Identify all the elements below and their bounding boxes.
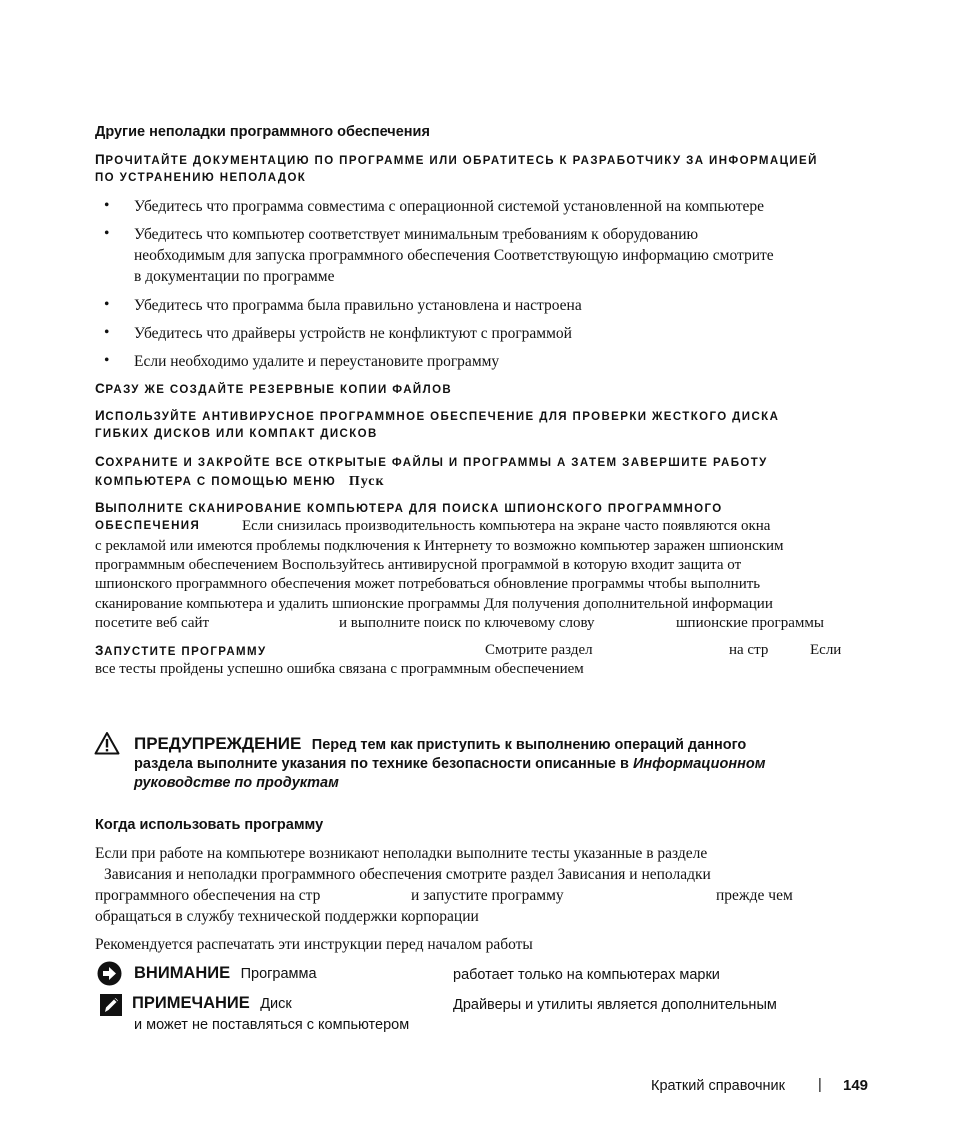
backup-cap: С: [95, 381, 106, 396]
save-files-line2-text: КОМПЬЮТЕРА С ПОМОЩЬЮ МЕНЮ: [95, 476, 337, 488]
scan-line4: программным обеспечением Воспользуйтесь антивирусной программой в которую входит защита от: [95, 557, 742, 573]
when-line3c: прежде чем: [716, 887, 793, 904]
bullet-dot: •: [104, 324, 110, 341]
when-line1: Если при работе на компьютере возникают неполадки выполните тесты указанные в разделе: [95, 845, 708, 862]
attention-text-b: работает только на компьютерах марки: [453, 967, 720, 983]
save-files-heading: [95, 454, 768, 469]
warning-line1-text: Перед тем как приступить к выполнению операций данного: [311, 737, 747, 753]
antivirus-heading: [95, 408, 779, 423]
scan-line7c: шпионские программы: [676, 615, 824, 631]
bullet-dot: •: [104, 296, 110, 313]
save-files-cap: С: [95, 454, 106, 469]
bullet-item-2-line1: Убедитесь что компьютер соответствует минимальным требованиям к оборудованию: [134, 226, 699, 243]
run-program-cap: З: [95, 643, 105, 658]
when-line4: обращаться в службу технической поддержки корпорации: [95, 908, 479, 925]
note-line2: и может не поставляться с компьютером: [134, 1017, 410, 1033]
warning-line2: [134, 756, 765, 772]
start-menu-label: Пуск: [348, 474, 385, 489]
warning-line2-text: раздела выполните указания по технике безопасности описанные в: [134, 756, 633, 772]
bullet-item-2-line3: в документации по программе: [134, 268, 335, 285]
run-program-see: Смотрите раздел: [485, 642, 593, 658]
warning-line1: [134, 734, 746, 754]
bullet-dot: •: [104, 197, 110, 214]
antivirus-line1: СПОЛЬЗУЙТЕ АНТИВИРУСНОЕ ПРОГРАММНОЕ ОБЕСПЕЧЕНИЕ ДЛЯ ПРОВЕРКИ ЖЕСТКОГО ДИСКА: [105, 411, 780, 423]
bullet-dot: •: [104, 225, 110, 242]
note-text-a: Диск: [260, 996, 292, 1012]
bullet-item-1: Убедитесь что программа совместима с операционной системой установленной на компьютере: [134, 198, 765, 215]
warning-triangle-icon: [94, 731, 120, 755]
antivirus-line2: ГИБКИХ ДИСКОВ ИЛИ КОМПАКТ ДИСКОВ: [95, 428, 378, 440]
bullet-item-3: Убедитесь что программа была правильно установлена и настроена: [134, 297, 582, 314]
scan-line7a: посетите веб сайт: [95, 615, 210, 631]
bullet-item-5: Если необходимо удалите и переустановите программу: [134, 353, 500, 370]
read-docs-line2: ПО УСТРАНЕНИЮ НЕПОЛАДОК: [95, 172, 307, 184]
run-program-line2: все тесты пройдены успешно ошибка связана с программным обеспечением: [95, 661, 584, 677]
run-program-heading: [95, 643, 267, 658]
attention-title: ВНИМАНИЕ: [134, 964, 231, 982]
save-files-line2: [95, 474, 385, 490]
scan-line6: сканирование компьютера и удалить шпионские программы Для получения дополнительной информации: [95, 596, 773, 612]
scan-line7b: и выполните поиск по ключевому слову: [339, 615, 595, 631]
warning-line3: руководстве по продуктам: [134, 775, 339, 791]
when-line2: Зависания и неполадки программного обеспечения смотрите раздел Зависания и неполадки: [104, 866, 711, 883]
page-number: 149: [843, 1077, 869, 1094]
note-text-b: Драйверы и утилиты является дополнительным: [453, 997, 777, 1013]
footer-separator: |: [818, 1077, 822, 1093]
warning-title: ПРЕДУПРЕЖДЕНИЕ: [134, 734, 302, 753]
warning-line2-italic: Информационном: [632, 756, 766, 772]
section-title: Другие неполадки программного обеспечения: [95, 124, 430, 140]
read-docs-cap: П: [95, 152, 106, 167]
attention-line: [134, 964, 317, 983]
save-files-line1: ОХРАНИТЕ И ЗАКРОЙТЕ ВСЕ ОТКРЫТЫЕ ФАЙЛЫ И ПРОГРАММЫ А ЗАТЕМ ЗАВЕРШИТЕ РАБОТУ: [105, 457, 768, 469]
scan-line2-head: ОБЕСПЕЧЕНИЯ: [95, 520, 201, 532]
when-line3b: и запустите программу: [411, 887, 564, 904]
backup-heading: [95, 381, 452, 396]
scan-heading: [95, 500, 723, 515]
scan-line5: шпионского программного обеспечения может потребоваться обновление программы чтобы выполнить: [95, 576, 761, 592]
note-title: ПРИМЕЧАНИЕ: [132, 994, 250, 1012]
run-program-if: Если: [810, 642, 842, 658]
scan-cap: В: [95, 500, 106, 515]
when-line3a: программного обеспечения на стр: [95, 887, 321, 904]
bullet-item-2-line2: необходимым для запуска программного обеспечения Соответствующую информацию смотрите: [134, 247, 774, 264]
attention-arrow-icon: [97, 961, 122, 986]
run-program-head: АПУСТИТЕ ПРОГРАММУ: [104, 646, 267, 658]
scan-line3: с рекламой или имеются проблемы подключения к Интернету то возможно компьютер заражен шпионским: [95, 538, 784, 554]
bullet-item-4: Убедитесь что драйверы устройств не конфликтуют с программой: [134, 325, 572, 342]
when-title: Когда использовать программу: [95, 817, 324, 833]
run-program-page: на стр: [729, 642, 769, 658]
read-docs-line1: РОЧИТАЙТЕ ДОКУМЕНТАЦИЮ ПО ПРОГРАММЕ ИЛИ ОБРАТИТЕСЬ К РАЗРАБОТЧИКУ ЗА ИНФОРМАЦИЕЙ: [105, 155, 818, 167]
backup-text: РАЗУ ЖЕ СОЗДАЙТЕ РЕЗЕРВНЫЕ КОПИИ ФАЙЛОВ: [105, 384, 453, 396]
scan-line1: ЫПОЛНИТЕ СКАНИРОВАНИЕ КОМПЬЮТЕРА ДЛЯ ПОИСКА ШПИОНСКОГО ПРОГРАММНОГО: [105, 503, 723, 515]
scan-line2-text: Если снизилась производительность компьютера на экране часто появляются окна: [242, 518, 771, 534]
antivirus-cap: И: [95, 408, 106, 423]
read-docs-heading: [95, 152, 818, 167]
note-pencil-icon: [99, 993, 123, 1017]
recommend-text: Рекомендуется распечатать эти инструкции перед началом работы: [95, 936, 533, 953]
attention-text-a: Программа: [240, 966, 317, 982]
footer-book-title: Краткий справочник: [651, 1078, 785, 1094]
note-line1: [132, 994, 292, 1013]
bullet-dot: •: [104, 352, 110, 369]
